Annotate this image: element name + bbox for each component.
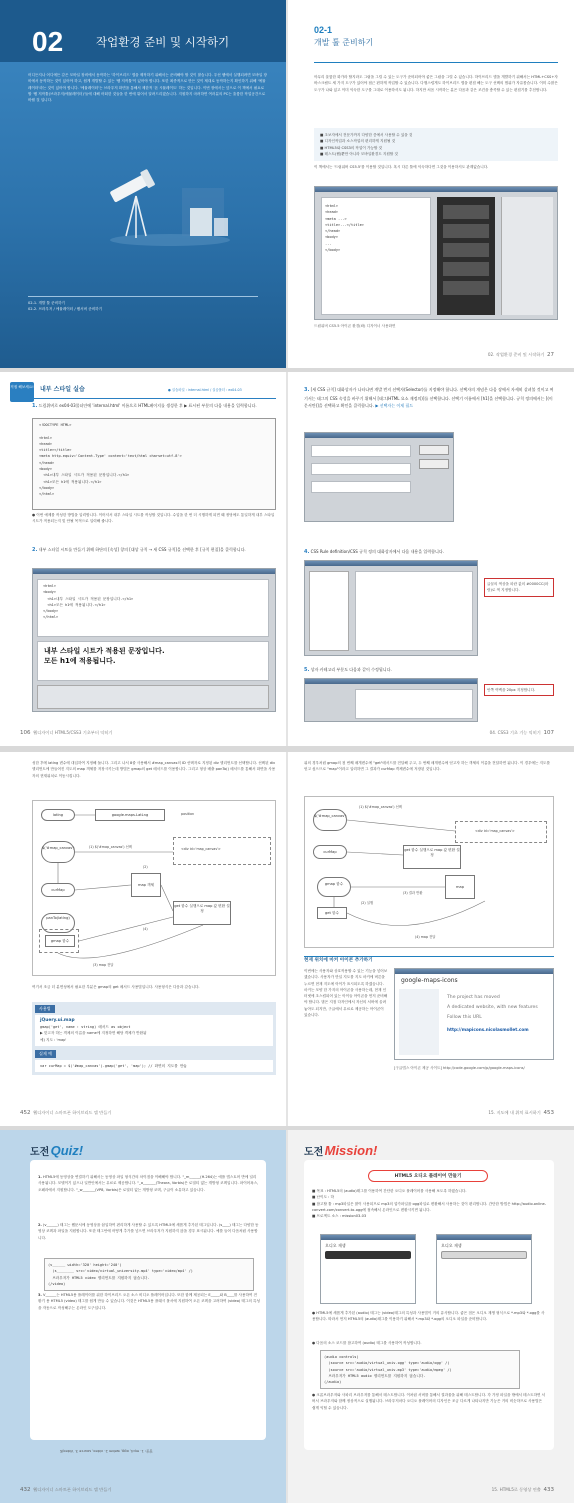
node-curmap: curMap bbox=[313, 845, 347, 859]
spread-4 bbox=[0, 1130, 574, 1503]
node-get-function: get 함수 실행으로 map 값 변환 설정 bbox=[173, 901, 231, 925]
chapter-opener-page bbox=[0, 0, 286, 368]
page-footer: 452 웹디자이너 스마트폰 하이브리드 앱 만들기 bbox=[20, 1110, 112, 1117]
step-4: 4. CSS Rule definition/CSS 규칙 정의 대화상자에서 다음 내용을 입력합니다. bbox=[304, 549, 445, 555]
body-paragraph: 성한 후에 latlng 변수에 대입하여 지정해 둡니다. 그리고 나서 8줄 사용해서 #map_canvas의 ID 선택자로 지정된 div 엘리먼트를 선택합니다. 선택된 div 엘리먼트에 만들어진 지도의 map 객체를 저장시키는데 방법은 gmap의 get 메서드를 이용합니다. 그리고 형상 배출 panTo() 메서드를 통해서 화면을 사용자의 현재위치로 이동시킵니다. bbox=[32, 761, 276, 778]
usage-box: 사용법 jQuery.ui.map gmap('get', name : string) 메서드 as object ▶ 맞고자 하는 객체의 이름을 name에 지정하면 해당 객체가 반환됨 예) 지도 : 'map' 실제 예 var curMap = $('#map_canvas').gmap('get', 'map'); // 화면의 지도를 만듦 bbox=[32, 1002, 276, 1075]
gmap-get-diagram: $('#map_canvas') (1) $('#map_canvas') 선택 <div id='map_canvas'> curMap get 함수 실행으로 map 값 변환 설정 gmap 함수 get 함수 map (2) 실행 (3) 결과 반환 (4) map 전달 bbox=[304, 796, 554, 948]
quiz-answer: 정답: 1. mp4, ogg, webm 2. video, source 3. VideoJS bbox=[60, 1449, 154, 1454]
box-category-dialog bbox=[304, 678, 478, 722]
rendered-h1: 모든 h1에 적용됩니다. bbox=[44, 657, 116, 666]
page-footer: 04. CSS3 기초 기능 익히기 107 bbox=[489, 730, 554, 737]
figure-caption: 드림위버 CS5.5 아이콘 환경(좌) 디자이너 사용화면 bbox=[314, 324, 396, 328]
node-get-label: get 함수 실행으로 map 값 변환 설정 bbox=[403, 845, 461, 869]
site-url-link[interactable]: http://mapicons.nicolasmollet.com bbox=[447, 1027, 529, 1032]
chapter-intro: 어디든지나 어디에든 같은 모바일 장비에서 동작하는 '하이브리드' 앱을 제작하기 위해서는 준비해야 할 것이 많습니다. 우선 웹에서 실행되려면 모바일 장비에서 동작하는 것이 있어야 하고, 쉽게 개발할 수 있는 '웹 저작툴'이 있어야 합니다. 또한 최종적으로 만든 것이 제대로 동작하는지 확인하기 위해 '에뮬레이터'라는 것이 있어야 합니다. '에뮬레이터'는 브라우저 화면을 통해서 제한적 '폰 시뮬레이트' 하는 것입니다. 이번 장에서는 앞으로 이 책에서 필요로 할 '웹 저작툴(브라우저/에뮬레이터)'들에 대해 어떠한 것들을 한 번에 뭐어서 알려드리겠습니다. 지원하지 마려하면 여러분의 PC는 훌륭한 작업공간으로 바뀔 것 입니다. bbox=[28, 73, 267, 103]
css-rule-definition-dialog bbox=[304, 560, 478, 656]
toc-item[interactable]: 02-2. 브라우저 / 에뮬레이터 / 웹서버 준비하기 bbox=[28, 307, 103, 312]
rendered-h1: 내부 스타일 시트가 적용된 문장입니다. bbox=[44, 647, 165, 655]
practice-page-left bbox=[0, 372, 286, 746]
node-map: map bbox=[445, 875, 475, 899]
telescope-illustration bbox=[90, 148, 250, 258]
quiz-question-3: 3. V______는 HTML5용 플레이어를 위한 하이브리드 오픈 소스 비디오 플레이어입니다. 또한 함께 제공되는 E_____와 B____를 사용하여 전환기 용 HTML5 (video) 태그를 쉽게 만들 수 있습니다. 이것은 HTML5용 플래시 폴서에 지원하여 오픈 코덱을 고려하여 (video) 태그의 특성을 자동으로 작성해주는 온라인 도구입니다. bbox=[38, 1293, 260, 1310]
audio-controls[interactable] bbox=[441, 1251, 527, 1259]
callout-padding: 안쪽 여백을 20px 지정합니다. bbox=[484, 684, 554, 696]
requirements-list bbox=[314, 128, 558, 161]
usage-tag: 사용법 bbox=[35, 1005, 55, 1013]
page-footer: 106 웹디자이너 HTML5/CSS3 기초부터 익히기 bbox=[20, 730, 113, 737]
audio-player-screenshot-1: 오디오 재생 bbox=[320, 1234, 416, 1304]
node-googlemaps-latlng: google.maps.LatLng bbox=[95, 809, 165, 821]
list-item: ■ 목표 : HTML5의 (audio)태그를 이용하여 간단한 오디오 플레이어를 사용해 보도록 하겠습니다. bbox=[312, 1189, 467, 1193]
list-item: ■ 초보자에서 전문가까지 다양한 층에서 사용할 수 있을 것 bbox=[320, 133, 413, 137]
mission-page bbox=[288, 1130, 574, 1503]
mission-step-3: ● 크롬브라우저와 사파리 브라우저를 통해서 테스트합니다. 이처럼 서버를 통해서 결과물을 위해 테스트합니다. 각 가정 파일을 밖에서 테스트하면 서버서 브라우저와 함께 정상적으로 실행됩니다. 브라우저마다 오디오 플레이어의 디자인은 조금 다르게 나타나지만 기능은 거의 비슷하므로 사용법은 쉽게 익힐 수 있습니다. bbox=[312, 1393, 546, 1410]
node-gmap: gmap 함수 bbox=[45, 935, 75, 947]
list-item: ■ 프로젝트 소스 : mission03-03 bbox=[312, 1214, 367, 1219]
mission-step-2: ● 다음의 소스 코드를 참고하여 (audio) 태그를 사용하여 작성합니다. bbox=[312, 1341, 422, 1345]
node-map-object: map 객체 bbox=[131, 873, 161, 897]
map-page-right bbox=[288, 752, 574, 1126]
box-title: 현재 위치에 마커 아이콘 추가하기 bbox=[304, 958, 373, 963]
chapter-title: 작업환경 준비 및 시작하기 bbox=[96, 35, 230, 49]
code-note: ● 이번 예제를 작성한 방법을 입력합니다. 이어셔서 내부 스타일 시트를 작성할 것입니다. 수업을 한 번 더 시행하게 되면 왜 정당에도 통일하게 내부 스타일 시트가 적용되는지 및 안될 목적으로 입력해 줍니다. bbox=[32, 513, 275, 524]
node-get: get 함수 bbox=[317, 907, 347, 919]
list-item: ■ HTML5와 CSS3의 작업이 가능할 것 bbox=[320, 145, 383, 150]
example-tag: 실제 예 bbox=[35, 1050, 56, 1058]
spread-1 bbox=[0, 0, 574, 368]
step-5: 5. 상자 카테고리 부분도 다음과 같이 수정됩니다. bbox=[304, 667, 392, 673]
spread-3 bbox=[0, 752, 574, 1126]
body-paragraph: 여기서 조금 더 분면성에서 필요한 부분은 gmap의 get 메서드 사용법입니다. 사용형식은 다음과 같습니다. bbox=[32, 985, 200, 989]
quiz-question-2: 2. (v______) 태그는 웹문서에 동영상을 삽입하여 편리하게 사용할 수 있도록 HTML5에 새롭게 추가된 태그입니다. (s____) 태그는 다양한 동영상 코덱과 파일을 지원합니다. 또한 태그안에 어떻게 추가를 넣으면 브라우저가 지원하지 않을 경우 표시됩니다. 예를 들어 다음처럼 사용합니다. bbox=[38, 1223, 259, 1240]
node-panto: panTo(latlng) bbox=[41, 913, 75, 933]
mission-code: (audio controls) (source src='audio/virtual_univ.ogg' type='audio/ogg' /) (source src='audio/virtual_univ.mp3' type='audio/mpeg' /) 브라우저가 HTML5 audio 엘리먼트를 지원하지 않습니다. (/audio) bbox=[320, 1350, 520, 1389]
list-item: ■ 디자인작업과 소스작업의 편리하게 지원될 것 bbox=[320, 139, 396, 144]
mission-step-1: ● HTML5에 새롭게 추가된 (audio) 태그는 (video)태그의 특성과 사용법이 거의 유사합니다. 좋은 점은 오디오 재생 형식으로 *.mp3와 *.ogg를 사용합니다. 따라서 먼저 HTML5의 (audio)태그를 이용하기 위해서 *.mp3와 *.ogg의 오디오 파일을 준비합니다. bbox=[312, 1311, 545, 1322]
page-footer: 15. 지도에 내 위치 표시하기 453 bbox=[488, 1110, 554, 1117]
practice-heading: 내부 스타일 실습 bbox=[40, 386, 85, 393]
quiz-heading: 도전 Quiz! bbox=[30, 1143, 84, 1158]
step-3: 3. [새 CSS 규칙] 대화상자가 나타나면 개발 번지 선택자(Selector)를 지정해야 합니다. 선택자의 개념은 다음 장에서 자세히 살펴볼 것이고 여기서는 태그의 CSS 속성을 바꾸기 위해서 [태그(HTML 요소 재정의)]를 선택합니다. 선택기 이름에서 [h1]을 선택합니다. 규칙 정의에서는 [(이 문서만)]을 선택하고 확인을 클릭합니다. ▶ 선택자는 이제 필드 bbox=[304, 387, 554, 408]
editor-screenshot: <html> <body> <h1>내부 스타일 시트가 적용된 문장입니다.</h1> <h1>모든 h1에 적용됩니다.</h1> </body> </html> 내부 스타일 시트가 적용된 문장입니다. 모든 h1에 적용됩니다. bbox=[32, 568, 276, 712]
section-paragraph: 이 책에서는 '드림위버 CS5.5'를 이용할 것입니다. 혹시 다른 툴에 익숙하다면 그것을 이용하셔도 관계없습니다. bbox=[314, 165, 489, 169]
mission-heading: 도전 Mission! bbox=[304, 1143, 378, 1158]
section-page bbox=[288, 0, 574, 368]
example-code: var curMap = $('#map_canvas').gmap('get', 'map'); // 화면의 지도를 만듦 bbox=[35, 1060, 273, 1072]
node-map-canvas: $('#map_canvas') bbox=[313, 809, 347, 831]
site-caption: [구글맵스 아이콘 제공 사이트] http://code.google.com/p/google-maps-icons/ bbox=[394, 1066, 525, 1070]
new-css-rule-dialog bbox=[304, 432, 454, 522]
section-title: 개발 툴 준비하기 bbox=[314, 38, 374, 48]
practice-page-right bbox=[288, 372, 574, 746]
practice-badge: 직접 해보세요! bbox=[10, 382, 34, 402]
node-latlng: latlng bbox=[41, 809, 75, 821]
google-maps-icons-site: google-maps-icons The project has moved A dedicated website, with new features Follow this URL http://mapicons.nicolasmollet.com bbox=[394, 968, 554, 1060]
node-gmap: gmap 함수 bbox=[317, 877, 351, 897]
list-item: ■ 난이도 : 하 bbox=[312, 1195, 334, 1200]
page-footer: 15. HTML5로 동영상 연출 433 bbox=[491, 1487, 554, 1494]
node-map-canvas: $('#map_canvas') bbox=[41, 841, 75, 863]
section-number: 02-1 bbox=[314, 25, 333, 35]
step-2: 2. 내부 스타일 시트를 만들기 위해 하단의 [속성] 창의 [대상 규칙 → 새 CSS 규칙]을 선택한 후 [규칙 편집]을 클릭합니다. bbox=[32, 547, 246, 553]
practice-meta: ● 실습파일 : internal.html / 실습폴더 : ex04-03 bbox=[168, 388, 242, 392]
chapter-number: 02 bbox=[32, 26, 64, 57]
quiz-question-1: 1. HTML5에 동영상을 연결하기 위해서는 동영상 파일 형식간의 차이점을 이해해야 합니다. "_m______(H.264)는 애플 앱스토어 반에 널리 사용됩니다. 모델이기 있으나 일반인에서는 무료로 제공합니다. "_o_______(Theora, Vorbis)은 로열티 없는 개방형 코덱입니다. 파이어폭스, 오페라에서 지원합니다. "_w_______(VP8, Vorbis)은 로열티 없는 개방형 코덱, 구글이 소유하고 있습니다. bbox=[38, 1175, 259, 1192]
page-footer: 02. 작업환경 준비 및 시작하기 27 bbox=[487, 352, 554, 359]
list-item: ■ 테스트(웹)뿐만 아니라 모바일환경도 지원할 것 bbox=[320, 151, 398, 156]
chapter-toc bbox=[28, 300, 102, 313]
gmap-flow-diagram: latlng google.maps.LatLng position $('#map_canvas') (1) $('#map_canvas') 선택 <div id='map_canvas'> curMap panTo(latlng) map 객체 get 함수 실행으로 map 값 변환 설정 gmap 함수 (3) map 전달 (2) (4) bbox=[32, 800, 276, 976]
step-1: 1. 드림위버로 ex04-03폴더안에 'internal.html' 이름으로 HTML페이지를 생성한 후 ▶ 표시된 부분의 다음 내용을 입력합니다. bbox=[32, 403, 257, 409]
usage-title: jQuery.ui.map bbox=[40, 1017, 75, 1023]
callout-color: 글꼴의 색상을 파란 값의 #0000CC(파랑)로 색 지정합니다. bbox=[484, 578, 554, 597]
quiz-code: (v______ width='320' height='240') (s________ src='video/virtual_university.mp4' type='video/mp4' /) 브라우저가 HTML5 video 엘리먼트를 지원하지 않습니다. (/video) bbox=[44, 1258, 254, 1291]
box-text: 이번에는 사용자와 상호작용할 수 있는 기능을 넣어보겠습니다. 사용자가 만일 지도를 지도 마커에 버튼을 누르면 현재 지도에 아이가 표시되도록 하겠습니다. 마커는 모양 한 가지의 아이콘을 사용하는데, 현재 인터넷에 초스럽되어 있는 아이들 아이콘을 먼저 준비해야 합니다. 많은 지점 다자인에서 자신의 서버에 올려놓아도 되지만, 구글에서 무료로 제공하는 아이콘이 있습니다. bbox=[304, 969, 388, 1017]
section-heading bbox=[314, 24, 373, 49]
spread-2 bbox=[0, 372, 574, 746]
section-paragraph: 아무리 훌륭한 화가라 할지라도 그림을 그릴 수 있는 도구가 준비되어야 좋은 그림을 그릴 수 있습니다. 하이브리드 앱을 개발하기 위해서는 HTML+CSS+자바스크립트 세 가지 도구가 있어야 접근 편하게 작업할 수 있습니다. 다행스럽게도 하이브리드 앱을 편집 해는 도구 선택의 범위가 자유롭습니다. 이미 수많은 도구가 나와 있고 이미 익숙한 도구를 그대로 이용하셔도 됩니다. 하지만 처음 시작하는 분은 다음과 같은 조건을 충족할 수 있는 편집기를 추천합니다. bbox=[314, 75, 558, 92]
dreamweaver-screenshot: <html> <head> <meta ...> <title>...</title> </head> <body> ... </body> bbox=[314, 186, 558, 320]
audio-controls[interactable] bbox=[325, 1251, 411, 1259]
quiz-page bbox=[0, 1130, 286, 1503]
toc-item[interactable]: 02-1. 개발 툴 준비하기 bbox=[28, 301, 66, 305]
node-curmap: curMap bbox=[41, 883, 75, 897]
page-footer: 432 웹디자이너 스마트폰 하이브리드 앱 만들기 bbox=[20, 1487, 112, 1494]
map-page-left bbox=[0, 752, 286, 1126]
audio-player-screenshot-2: 오디오 재생 bbox=[436, 1234, 532, 1304]
code-listing: <!DOCTYPE HTML> <html> <head> <title></title> <meta http-equiv='Content-Type' content='text/html charset=utf-8'> </head> <body> <h1>내부 스타일 시트가 적용된 문장입니다.</h1> <h1>모든 h1에 적용됩니다.</h1> </body> </html> bbox=[32, 418, 276, 510]
body-paragraph: 위의 경우처럼 gmap의 첫 번째 매개변수에 "get"메서드를 전달해 주고, 두 번째 매개변수에 얻고자 하는 객체의 이름을 전달하면 됩니다. 이 경우에는 지도를 얻고 싶으므로 "map"이라고 입력하면 그 결과가 curMap 객체변수에 저장된 것입니다. bbox=[304, 761, 550, 772]
mission-items bbox=[312, 1188, 546, 1219]
mission-title: HTML5 오디오 플레이어 만들기 bbox=[368, 1170, 488, 1182]
list-item: ■ 참고할 툴 : mp3파일은 많이 사용되므로 mp3의 업카파일을 ogg파일로 변환해서 사용하는 것이 편리합니다. 간단한 방법은 http://audio.online-convert.com/convert-to-ogg에 접속해서 온라인으로 변환시키면 됩니다. bbox=[312, 1201, 546, 1212]
site-title: google-maps-icons bbox=[401, 977, 458, 984]
